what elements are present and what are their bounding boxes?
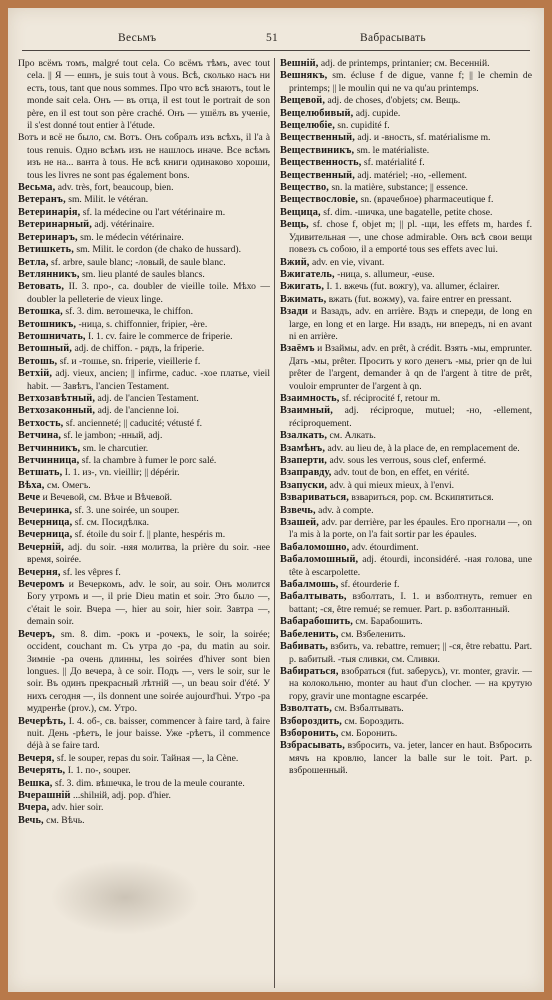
entry-headword: Вечерня, [18,566,61,578]
entry-definition: sf. la médecine ou l'art vétérinaire m. [82,206,226,218]
dictionary-entry [18,790,270,802]
entry-headword: Взвариваться, [280,492,349,504]
entry-definition: adj. cupide. [355,107,401,119]
entry-definition: sf. см. Посидѣлка. [74,517,149,529]
dictionary-entry [18,257,270,269]
entry-headword: Ветлянникъ, [18,268,80,280]
entry-definition: см. Взбалтывать. [334,703,404,715]
entry-definition: I. 1. вжечь (fut. вожгу), va. allumer, éclairer. [326,281,500,293]
dictionary-entry [280,467,532,479]
entry-definition: и Вечевой, см. Вѣче и Вѣчевой. [42,492,173,504]
dictionary-entry [18,194,270,206]
dictionary-entry [18,517,270,529]
entry-headword: Ветеринаръ, [18,231,78,243]
dictionary-entry [18,492,270,504]
entry-definition: II. 3. про-, ca. doubler de vieille toile. Мѣхо — doubler la pelleterie de vieux linge. [27,281,270,305]
dictionary-entry [18,716,270,753]
entry-headword: Вещественность, [280,157,362,169]
entry-definition: adj. de l'ancienne loi. [97,405,179,417]
entry-headword: Вешній, [280,58,319,69]
entry-headword: Вещица, [280,206,321,218]
dictionary-entry [18,480,270,492]
entry-headword: Вещественный, [280,169,355,181]
entry-definition: sm. le médecin vétérinaire. [80,231,184,243]
entry-headword: Ветишкеть, [18,244,74,256]
entry-definition: I. 4. об-, св. baisser, commencer à faire tard, à faire nuit. День -рѣетъ, le jour baisse. Уже -рѣетъ, il commence déjà à se faire tard. [27,715,270,752]
entry-definition: I. 1. cv. faire le commerce de friperie. [88,330,233,342]
dictionary-entry [18,629,270,716]
entry-headword: Вабаломошно, [280,541,350,553]
dictionary-entry [280,591,532,616]
dictionary-entry [280,281,532,293]
entry-headword: Вешнякъ, [280,70,328,82]
dictionary-entry [18,132,270,182]
dictionary-entry [280,579,532,591]
entry-definition: sf. и -тошье, sn. friperie, vieillerie f. [59,355,201,367]
entry-definition: взболтать, I. 1. и взболтнуть, remuer en battant; -ся, être remué; se remuer. Part. p. взболтанный. [289,591,532,615]
entry-definition: I. 1. из-, vn. vieillir; || dépérir. [64,467,180,479]
entry-definition: adj. и -вность, sf. matérialisme m. [357,132,491,144]
entry-headword: Вещество, [280,182,330,194]
entry-headword: Весьма, [18,182,56,194]
page-number: 51 [266,32,279,44]
entry-definition: sm. 8. dim. -рокъ и -рочекъ, le soir, la soirée; occident, couchant m. Съ утра до -ра, du matin au soir. Зимніе -ра очень длинны, les soirées d'hiver sont bien longues. || До вечера, à ce soir. Подъ —, vers le soir, sur le soir. Въ одинъ прекрасный лѣтній —, un beau soir d'été. У нихъ сегодня —, ils donnent une soirée aujourd'hui. Утро -ра мудренѣе (prov.), см. Утро. [27,628,270,715]
entry-definition: см. Омегъ. [46,479,91,491]
entry-headword: Ветеринарный, [18,219,92,231]
entry-headword: Ветошничать, [18,330,86,342]
entry-headword: Вечеръ, [18,628,55,640]
entry-headword: Вжигать, [280,281,325,293]
entry-definition: sf. les vêpres f. [62,566,121,578]
entry-definition: Про всёмъ томъ, malgré tout cela. Со всёмъ тѣмъ, avec tout cela. || Я — ешнъ, je suis tout à vous. Всѣ, сколько насъ ни есть, tous, tant que nous sommes. Про что всѣ знаютъ, tout le monde sait cela. Онъ — въ отца, il est tout le portrait de son père, en il est tout son père craché. Онъ — ушёлъ въ ученіе, il s'est donné tout entier à l'étude. [18,58,270,132]
entry-headword: Вѣха, [18,479,45,491]
entry-headword: Вечерница, [18,517,73,529]
entry-definition: взбить, va. rebattre, remuer; || -ся, être rebattu. Part. p. вабитый. -тыя сливки, см. Сливки. [289,641,532,665]
entry-definition: sn. la matière, substance; || essence. [331,182,468,194]
entry-headword: Ветчинникъ, [18,442,81,454]
entry-definition: -ница, s. chiffonnier, fripier, -ère. [78,318,208,330]
dictionary-entry [280,108,532,120]
dictionary-entry [18,58,270,132]
entry-definition: adj. matériel; -но, -ellement. [357,169,467,181]
dictionary-entry [280,393,532,405]
left-column [18,58,270,988]
entry-definition: sf. le souper, repas du soir. Тайная —, la Cène. [56,752,239,764]
dictionary-entry [18,343,270,355]
dictionary-entry [280,207,532,219]
entry-headword: Вабарабошить, [280,616,354,628]
dictionary-entry [18,182,270,194]
dictionary-entry [18,232,270,244]
entry-headword: Вечь, [18,814,44,826]
entry-definition: adv. en vie, vivant. [311,256,385,268]
entry-definition: Вотъ и всё не было, см. Вотъ. Онъ собралъ изъ всѣхъ, il l'a à tous renuis. Одно всѣмъ изъ не нашлось иначе. Все всѣмъ изъ не на... ванта à tous. Не всѣ книги одинаково хороши, tous les livres ne sont pas également bons. [18,132,270,181]
entry-headword: Вабалтывать, [280,591,347,603]
dictionary-entry [18,219,270,231]
entry-definition: и Вечеркомъ, adv. le soir, au soir. Онъ молится Богу утромъ и —, il prie Dieu matin et soir. Это было —, c'était le soir. Вчера —, hier au soir, hier soir. Завтра —, demain soir. [27,579,270,628]
entry-definition: sn. cupidité f. [337,120,390,132]
entry-headword: Вещевой, [280,95,326,107]
entry-headword: Вече [18,492,41,504]
entry-headword: Взборонить, [280,727,339,739]
entry-definition: sf. ancienneté; || caducité; vétusté f. [65,417,203,429]
dictionary-entry [18,405,270,417]
entry-headword: Вабалмошь, [280,579,339,591]
dictionary-entry [280,257,532,269]
entry-headword: Вещь, [280,219,309,231]
entry-definition: sf. chose f, objet m; || pl. -щи, les effets m, hardes f. Удивительная —, une chose admirable. Онъ всѣ свои вещи повезъ съ собою, il a emporté tous ses effets avec lui. [289,219,532,256]
dictionary-entry [280,616,532,628]
dictionary-entry [280,170,532,182]
entry-headword: Веществиникъ, [280,144,355,156]
dictionary-entry [280,480,532,492]
entry-headword: Вабаломошный, [280,554,359,566]
entry-headword: Вжигатель, [280,268,335,280]
entry-definition: sm. le charcutier. [82,442,149,454]
entry-headword: Вабираться, [280,665,339,677]
dictionary-entry [280,740,532,777]
entry-definition: и Взаймы, adv. en prêt, à crédit. Взять -мы, emprunter. Дать -мы, prêter. Просить у кого денегъ -мы, prier qn de lui prêter de l'argent, demander à qn de l'argent à titre de prêt, vouloir emprunter de l'argent à qn. [289,343,532,392]
entry-headword: Вешка, [18,777,53,789]
dictionary-entry [280,95,532,107]
dictionary-entry [18,778,270,790]
dictionary-entry [18,418,270,430]
right-column [280,58,532,988]
dictionary-entry [18,529,270,541]
dictionary-entry [280,219,532,256]
entry-definition: adv. étourdiment. [351,541,419,553]
entry-headword: Ветовать, [18,281,65,293]
dictionary-entry [18,443,270,455]
entry-definition: см. Барабошить. [355,616,423,628]
dictionary-entry [18,207,270,219]
dictionary-entry [280,145,532,157]
entry-definition: sf. réciprocité f, retour m. [341,392,441,404]
dictionary-entry [280,505,532,517]
entry-headword: Вечерѣть, [18,715,66,727]
dictionary-entry [280,629,532,641]
entry-headword: Ветла, [18,256,49,268]
entry-headword: Взади [280,306,309,318]
entry-headword: Вчера, [18,802,50,814]
entry-headword: Ветхозавѣтный, [18,392,96,404]
entry-definition: sf. 3. dim. ветошечка, le chiffon. [65,306,194,318]
dictionary-entry [280,405,532,430]
entry-definition: adj. de l'ancien Testament. [97,392,199,404]
dictionary-entry [280,70,532,95]
entry-headword: Ветошка, [18,306,63,318]
dictionary-entry [280,132,532,144]
entry-headword: Взаперти, [280,455,328,466]
entry-headword: Ветхость, [18,417,64,429]
entry-headword: Взволтать, [280,703,332,715]
dictionary-entry [280,455,532,467]
entry-headword: Вечерять, [18,765,66,777]
entry-headword: Ветчина, [18,430,62,442]
entry-definition: adv. au lieu de, à la place de, en remplacement de. [327,442,520,454]
entry-headword: Вещественный, [280,132,355,144]
entry-headword: Ветошный, [18,343,73,355]
entry-headword: Взбрасывать, [280,740,345,752]
entry-definition: sn. (врачебное) pharmaceutique f. [360,194,494,206]
entry-headword: Взаимность, [280,392,340,404]
entry-definition: adv. très, fort, beaucoup, bien. [57,182,174,194]
dictionary-entry [280,157,532,169]
entry-headword: Вечеринка, [18,504,73,516]
dictionary-entry [280,58,532,70]
dictionary-entry [18,542,270,567]
dictionary-entry [280,269,532,281]
entry-definition: adv. à qui mieux mieux, à l'envi. [329,479,455,491]
dictionary-entry [18,505,270,517]
entry-definition: см. Боронить. [341,727,398,739]
entry-definition: вжать (fut. вожму), va. faire entrer en pressant. [328,293,512,305]
entry-headword: Вечеря, [18,752,55,764]
entry-headword: Веществословіе, [280,194,359,206]
entry-definition: взобраться (fut. заберусь), vr. monter, gravir. — на колокольню, monter au haut d'un clocher. — на крутую гору, gravir une montagne escarpée. [289,665,532,702]
entry-headword: Ветчинница, [18,455,80,466]
entry-definition: adj. étourdi, inconsidéré. -ная голова, une tête à escarpolette. [289,554,532,578]
entry-definition: sm. Milit. le vétéran. [68,194,149,206]
entry-headword: Ветеринарія, [18,206,81,218]
entry-headword: Ветхій, [18,368,53,380]
dictionary-entry [18,753,270,765]
column-divider [274,58,275,988]
entry-definition: sf. étoile du soir f. || plante, hespéris m. [74,529,226,541]
dictionary-entry [18,802,270,814]
entry-definition: sf. matérialité f. [363,157,425,169]
header-left-catchword: Весьмъ [118,32,157,44]
entry-headword: Вечерній, [18,541,64,553]
dictionary-entry [18,455,270,467]
entry-definition: ...shilній, adj. pop. d'hier. [73,789,171,801]
entry-headword: Вабивать, [280,641,328,653]
entry-headword: Ветошь, [18,355,58,367]
entry-definition: adv. par derrière, par les épaules. Его прогнали —, on l'a mis à la porte, on l'a fait sortir par les épaules. [289,517,532,541]
entry-headword: Вабеленить, [280,628,339,640]
dictionary-entry [280,294,532,306]
dictionary-entry [280,343,532,393]
entry-headword: Ветеранъ, [18,194,66,206]
dictionary-entry [18,430,270,442]
entry-headword: Вечерница, [18,529,73,541]
header-rule [22,50,530,51]
entry-definition: sf. 3. une soirée, un souper. [74,504,180,516]
entry-headword: Вжий, [280,256,310,268]
entry-headword: Взашей, [280,517,319,529]
entry-definition: sm. lieu planté de saules blancs. [81,268,205,280]
entry-definition: sf. arbre, saule blanc; -ловый, de saule blanc. [51,256,226,268]
dictionary-entry [18,269,270,281]
entry-headword: Вчерашній [18,789,71,801]
entry-headword: Вещелюбивый, [280,107,354,119]
dictionary-entry [18,306,270,318]
entry-headword: Вжимать, [280,293,327,305]
dictionary-entry [280,666,532,703]
entry-headword: Взвечь, [280,504,316,516]
entry-definition: sm. Milit. le cordon (de chako de hussard). [76,244,242,256]
dictionary-entry [18,356,270,368]
dictionary-entry [18,331,270,343]
entry-headword: Взапуски, [280,479,328,491]
entry-headword: Взамѣнъ, [280,442,326,454]
dictionary-entry [18,281,270,306]
dictionary-entry [18,319,270,331]
entry-definition: adj. de choses, d'objets; см. Вещь. [327,95,461,107]
entry-definition: взвариться, pop. см. Вскипятиться. [351,492,494,504]
entry-definition: I. 1. по-, souper. [67,765,131,777]
dictionary-entry [18,393,270,405]
entry-headword: Вечеромъ [18,579,65,591]
dictionary-entry [280,716,532,728]
dictionary-entry [280,443,532,455]
entry-definition: adj. de printemps, printanier; см. Весенній. [320,58,490,69]
entry-headword: Ветошникъ, [18,318,77,330]
entry-definition: см. Вѣчь. [46,814,85,826]
entry-definition: и Вазадъ, adv. en arrière. Вздъ и спереди, de long en large, en long et en large. Ни взадъ, ни впередъ, ni en avant ni en arrière. [289,306,532,342]
entry-definition: sf. 3. dim. вѣшечка, le trou de la meule courante. [54,777,245,789]
dictionary-entry [280,728,532,740]
entry-definition: sf. dim. -шичка, une bagatelle, petite chose. [323,206,493,218]
header-right-catchword: Вабрасывать [360,32,426,44]
entry-headword: Взалкать, [280,430,328,442]
dictionary-entry [18,765,270,777]
dictionary-entry [18,567,270,579]
dictionary-entry [18,579,270,629]
entry-definition: adj. vétérinaire. [94,219,155,231]
dictionary-entry [280,517,532,542]
entry-definition: adv. sous les verrous, sous clef, enfermé. [329,455,487,466]
dictionary-entry [280,641,532,666]
dictionary-page [8,8,544,992]
entry-definition: adv. tout de bon, en effet, en vérité. [333,467,470,479]
dictionary-entry [18,815,270,827]
entry-definition: sf. la chambre à fumer le porc salé. [81,455,217,466]
dictionary-entry [280,703,532,715]
dictionary-entry [18,368,270,393]
dictionary-entry [280,430,532,442]
entry-definition: sf. le jambon; -нный, adj. [63,430,163,442]
running-head [8,32,544,48]
dictionary-entry [280,554,532,579]
entry-headword: Вещелюбіе, [280,120,336,132]
dictionary-entry [18,467,270,479]
entry-definition: adv. hier soir. [51,802,104,814]
entry-definition: sf. étourderie f. [340,579,400,591]
entry-headword: Взаправду, [280,467,332,479]
entry-definition: см. Алкать. [329,430,376,442]
dictionary-entry [280,542,532,554]
entry-definition: sm. écluse f de digue, vanne f; || le chemin de printemps; || le moulin qui ne va qu'au printemps. [289,70,532,94]
entry-definition: -ница, s. allumeur, -euse. [337,268,435,280]
entry-definition: sm. le matérialiste. [356,144,430,156]
dictionary-entry [280,492,532,504]
entry-headword: Взаёмъ [280,343,315,355]
dictionary-entry [280,182,532,194]
dictionary-entry [280,194,532,206]
dictionary-entry [280,306,532,343]
entry-definition: adv. à compte. [318,504,374,516]
entry-headword: Ветшать, [18,467,63,479]
entry-definition: adj. vieux, ancien; || infirme, caduc. -хое платье, vieil habit. — Завѣтъ, l'ancien Testament. [27,368,270,392]
entry-definition: adj. réciproque, mutuel; -но, -ellement, réciproquement. [289,405,532,429]
entry-definition: см. Взбеленить. [340,628,406,640]
entry-definition: взбросить, va. jeter, lancer en haut. Взбросить мячъ на кровлю, lancer la balle sur le toit. Part. p. взброшенный. [289,740,532,777]
entry-definition: adj. du soir. -няя молитва, la prière du soir. -нее время, soirée. [27,541,270,566]
dictionary-entry [280,120,532,132]
entry-headword: Ветхозаконный, [18,405,96,417]
dictionary-entry [18,244,270,256]
entry-headword: Взаимный, [280,405,333,417]
entry-headword: Взбороздить, [280,715,343,727]
entry-definition: см. Бороздить. [344,715,405,727]
entry-definition: adj. de chiffon. - рядъ, la friperie. [74,343,205,355]
